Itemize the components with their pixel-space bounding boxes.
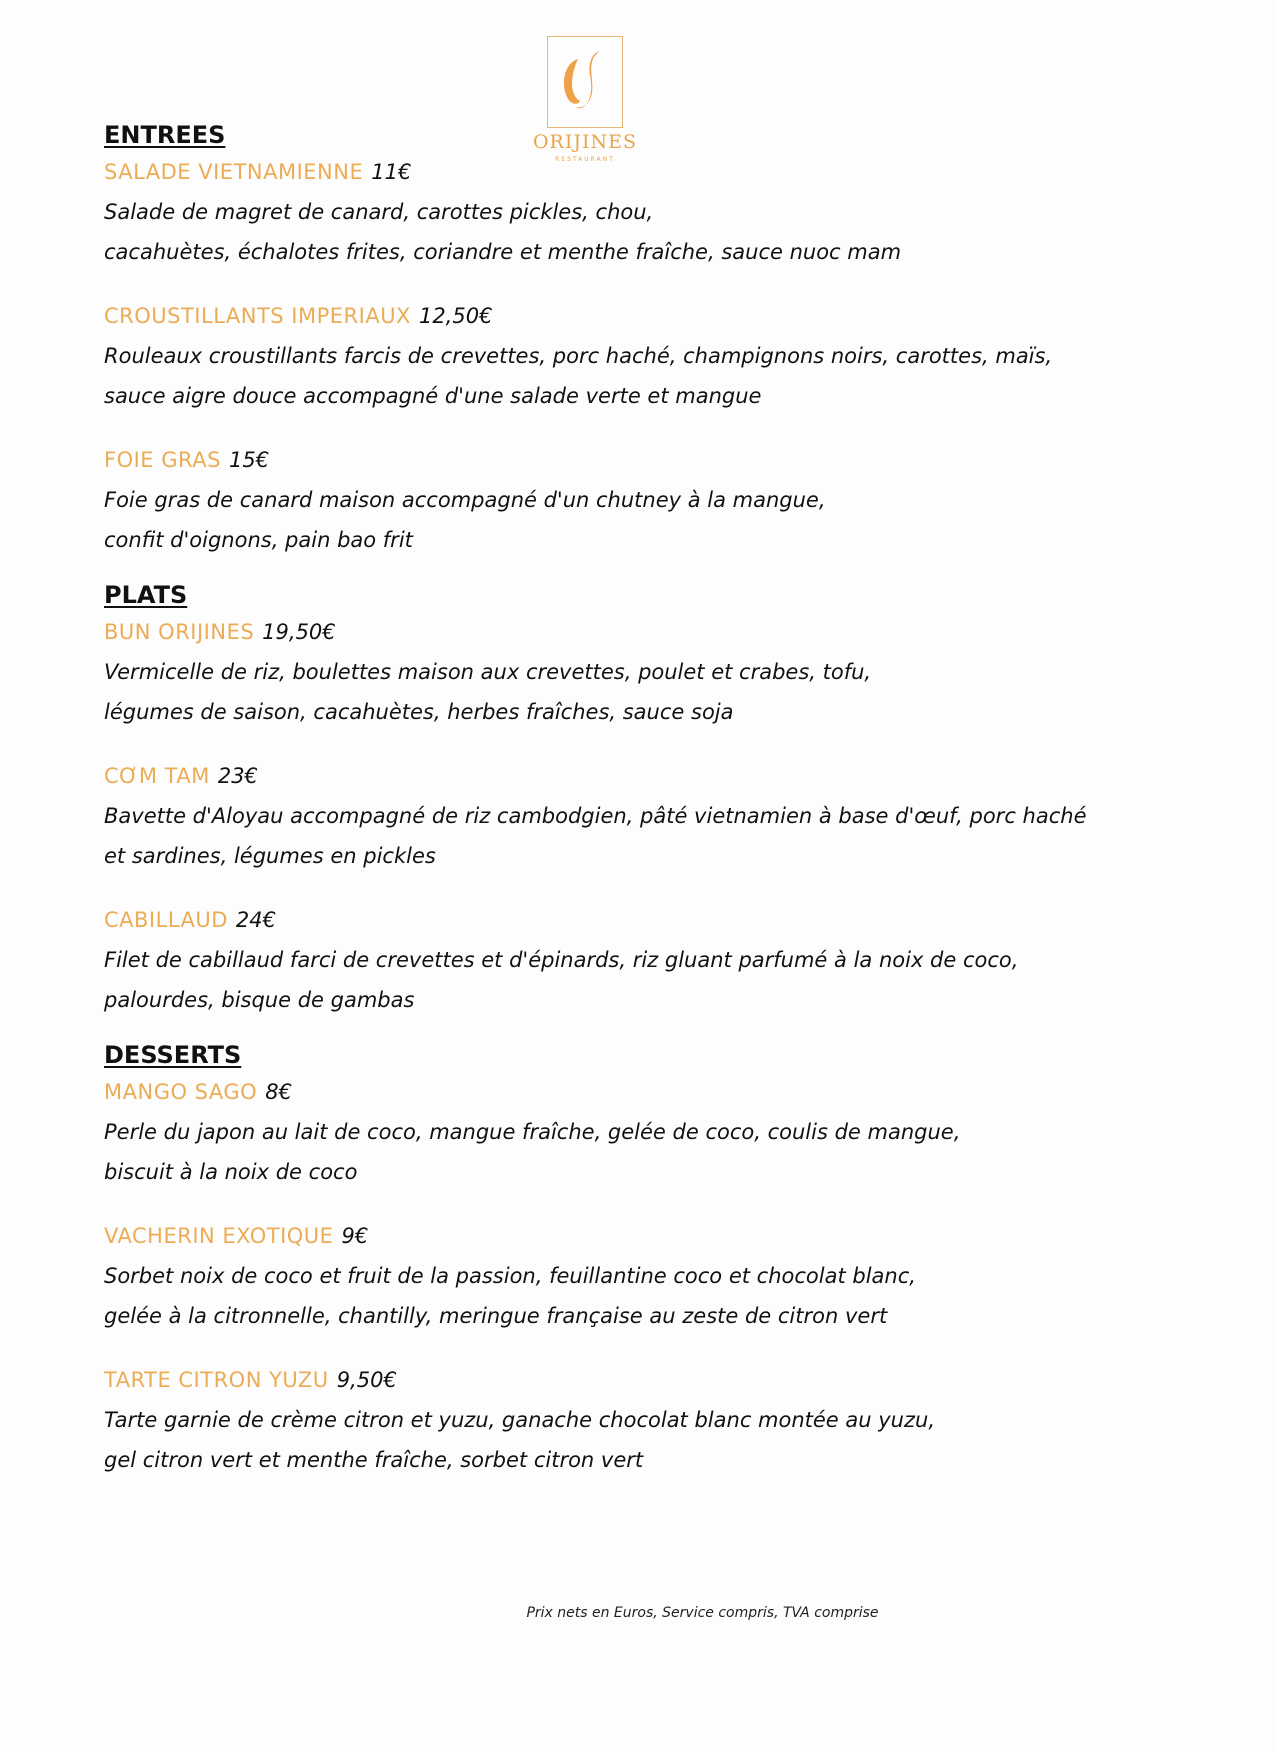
dish-description-line: palourdes, bisque de gambas	[104, 988, 415, 1012]
logo-emblem	[547, 36, 623, 128]
price-footnote: Prix nets en Euros, Service compris, TVA comprise	[526, 1605, 879, 1621]
section-desserts	[104, 1038, 1184, 1480]
dish-price: 24€	[235, 908, 277, 932]
dish-name: CƠM TAM	[104, 764, 210, 788]
dish-price: 12,50€	[418, 304, 493, 328]
dish-item	[104, 612, 1184, 732]
dish-description-line: Rouleaux croustillants farcis de crevettes, porc haché, champignons noirs, carottes, maïs,	[104, 344, 1053, 368]
section-title: ENTREES	[104, 121, 226, 149]
dish-price: 9€	[341, 1224, 369, 1248]
dish-price: 8€	[265, 1080, 292, 1104]
dish-item	[104, 900, 1184, 1020]
dish-name: CROUSTILLANTS IMPERIAUX	[104, 304, 411, 328]
dish-description-line: Salade de magret de canard, carottes pickles, chou,	[104, 200, 654, 224]
dish-item	[104, 1072, 1184, 1192]
section-entrees	[104, 118, 1184, 560]
dish-item	[104, 152, 1184, 272]
dish-price: 15€	[228, 448, 270, 472]
dish-item	[104, 296, 1184, 416]
dish-description-line: et sardines, légumes en pickles	[104, 844, 436, 868]
dish-description-line: Tarte garnie de crème citron et yuzu, ganache chocolat blanc montée au yuzu,	[104, 1408, 935, 1432]
logo-name: ORIJINES	[532, 131, 638, 153]
menu-content	[104, 118, 1184, 1480]
dish-description-line: gel citron vert et menthe fraîche, sorbet citron vert	[104, 1448, 644, 1472]
dish-description-line: Sorbet noix de coco et fruit de la passion, feuillantine coco et chocolat blanc,	[104, 1264, 916, 1288]
dish-item	[104, 756, 1184, 876]
dish-name: MANGO SAGO	[104, 1080, 258, 1104]
dish-name: TARTE CITRON YUZU	[104, 1368, 329, 1392]
dish-price: 11€	[371, 160, 412, 184]
section-plats	[104, 578, 1184, 1020]
dish-name: SALADE VIETNAMIENNE	[104, 160, 364, 184]
dish-description-line: gelée à la citronnelle, chantilly, meringue française au zeste de citron vert	[104, 1304, 888, 1328]
logo-mark-icon	[548, 37, 622, 127]
section-title: DESSERTS	[104, 1041, 242, 1069]
dish-description-line: légumes de saison, cacahuètes, herbes fraîches, sauce soja	[104, 700, 734, 724]
dish-description-line: cacahuètes, échalotes frites, coriandre et menthe fraîche, sauce nuoc mam	[104, 240, 902, 264]
dish-name: CABILLAUD	[104, 908, 228, 932]
dish-description-line: Filet de cabillaud farci de crevettes et d'épinards, riz gluant parfumé à la noix de coco,	[104, 948, 1019, 972]
dish-name: FOIE GRAS	[104, 448, 221, 472]
dish-description-line: Foie gras de canard maison accompagné d'un chutney à la mangue,	[104, 488, 826, 512]
dish-price: 23€	[217, 764, 258, 788]
dish-description-line: Bavette d'Aloyau accompagné de riz cambodgien, pâté vietnamien à base d'œuf, porc haché	[104, 804, 1087, 828]
dish-price: 9,50€	[336, 1368, 397, 1392]
dish-description-line: sauce aigre douce accompagné d'une salade verte et mangue	[104, 384, 762, 408]
dish-description-line: biscuit à la noix de coco	[104, 1160, 358, 1184]
dish-item	[104, 440, 1184, 560]
logo-subtitle: RESTAURANT	[555, 156, 615, 163]
dish-description-line: confit d'oignons, pain bao frit	[104, 528, 413, 552]
dish-description-line: Vermicelle de riz, boulettes maison aux crevettes, poulet et crabes, tofu,	[104, 660, 872, 684]
dish-description-line: Perle du japon au lait de coco, mangue fraîche, gelée de coco, coulis de mangue,	[104, 1120, 961, 1144]
dish-item	[104, 1216, 1184, 1336]
dish-name: BUN ORIJINES	[104, 620, 255, 644]
dish-name: VACHERIN EXOTIQUE	[104, 1224, 334, 1248]
section-title: PLATS	[104, 581, 188, 609]
dish-price: 19,50€	[262, 620, 336, 644]
dish-item	[104, 1360, 1184, 1480]
